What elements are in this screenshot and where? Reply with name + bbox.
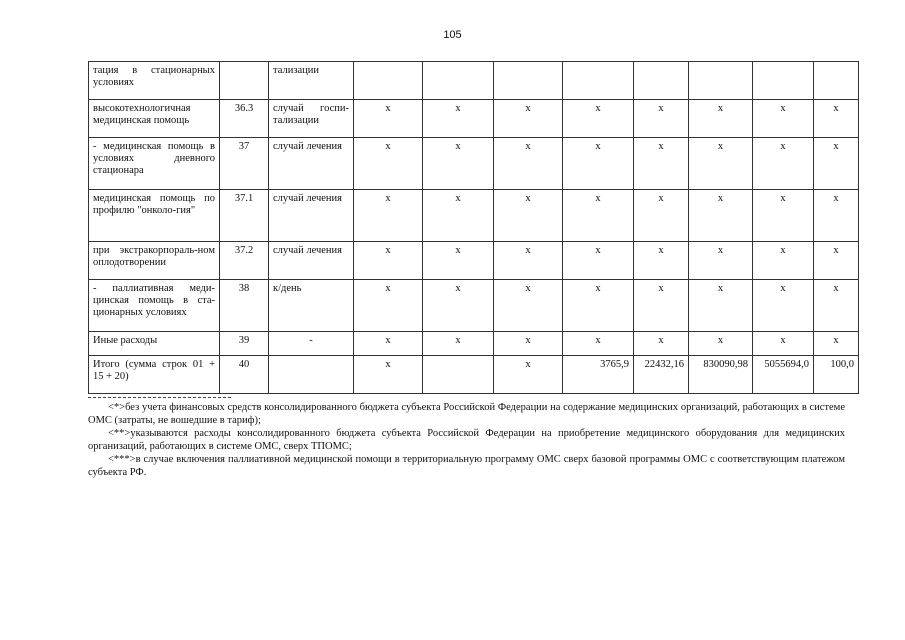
value-cell: х xyxy=(423,332,494,356)
value-cell xyxy=(689,62,753,100)
value-cell: х xyxy=(814,242,859,280)
value-cell xyxy=(354,62,423,100)
value-cell: х xyxy=(634,138,689,190)
value-cell: х xyxy=(634,190,689,242)
value-cell: х xyxy=(563,138,634,190)
value-cell xyxy=(423,62,494,100)
value-cell: х xyxy=(354,280,423,332)
table-row xyxy=(89,242,859,280)
footnotes xyxy=(88,397,845,479)
value-cell: х xyxy=(354,242,423,280)
expenses-table xyxy=(88,61,859,394)
value-cell: х xyxy=(689,100,753,138)
value-cell: х xyxy=(494,100,563,138)
value-cell xyxy=(753,62,814,100)
row-number-cell: 37.1 xyxy=(220,190,269,242)
unit-cell: случай лечения xyxy=(269,190,354,242)
unit-cell xyxy=(269,356,354,394)
value-cell: х xyxy=(753,190,814,242)
row-number-cell: 39 xyxy=(220,332,269,356)
footnote-separator xyxy=(88,397,231,398)
row-name-cell: тация в стационарных условиях xyxy=(89,62,220,100)
value-cell: х xyxy=(354,138,423,190)
value-cell: х xyxy=(494,190,563,242)
table-body xyxy=(89,62,859,394)
value-cell: х xyxy=(354,332,423,356)
value-cell xyxy=(494,62,563,100)
value-cell: х xyxy=(814,190,859,242)
value-cell: х xyxy=(563,332,634,356)
value-cell: х xyxy=(753,332,814,356)
value-cell: х xyxy=(634,280,689,332)
value-cell: х xyxy=(689,332,753,356)
table-row xyxy=(89,280,859,332)
table-row xyxy=(89,332,859,356)
row-name-cell: - паллиативная меди-цинская помощь в ста-ционарных условиях xyxy=(89,280,220,332)
value-cell: х xyxy=(354,190,423,242)
row-name-cell: Иные расходы xyxy=(89,332,220,356)
value-cell: х xyxy=(753,280,814,332)
value-cell: х xyxy=(814,332,859,356)
row-number-cell: 36.3 xyxy=(220,100,269,138)
table-row xyxy=(89,138,859,190)
unit-cell: случай лечения xyxy=(269,242,354,280)
row-name-cell: Итого (сумма строк 01 + 15 + 20) xyxy=(89,356,220,394)
value-cell: х xyxy=(494,332,563,356)
unit-cell: к/день xyxy=(269,280,354,332)
table-row xyxy=(89,190,859,242)
row-number-cell: 37 xyxy=(220,138,269,190)
row-number-cell xyxy=(220,62,269,100)
value-cell xyxy=(563,62,634,100)
value-cell: х xyxy=(689,242,753,280)
row-name-cell: - медицинская помощь в условиях дневного стационара xyxy=(89,138,220,190)
value-cell: х xyxy=(634,100,689,138)
value-cell xyxy=(423,356,494,394)
value-cell: х xyxy=(563,280,634,332)
row-name-cell: высокотехнологичная медицинская помощь xyxy=(89,100,220,138)
table-row xyxy=(89,356,859,394)
value-cell: х xyxy=(689,138,753,190)
footnote-1: <*>без учета финансовых средств консолидированного бюджета субъекта Российской Федерации на содержание медицинских организаций, работающих в системе ОМС (затраты, не вошедшие в тариф); xyxy=(88,402,845,426)
table-row xyxy=(89,100,859,138)
unit-cell: случай госпи-тализации xyxy=(269,100,354,138)
footnote-3: <***>в случае включения паллиативной медицинской помощи в территориальную программу ОМС сверх базовой программы ОМС с соответствующим платежом субъекта РФ. xyxy=(88,454,845,478)
table-row xyxy=(89,62,859,100)
value-cell: х xyxy=(634,332,689,356)
value-cell: х xyxy=(423,242,494,280)
unit-cell: тализации xyxy=(269,62,354,100)
value-cell: х xyxy=(689,280,753,332)
value-cell: х xyxy=(423,280,494,332)
footnote-2: <**>указываются расходы консолидированного бюджета субъекта Российской Федерации на приобретение медицинского оборудования для медицинских организаций, работающих в системе ОМС, сверх ТПОМС; xyxy=(88,428,845,452)
value-cell: 22432,16 xyxy=(634,356,689,394)
row-number-cell: 37.2 xyxy=(220,242,269,280)
value-cell: х xyxy=(423,100,494,138)
page-number: 105 xyxy=(443,29,462,41)
value-cell: х xyxy=(753,138,814,190)
unit-cell: случай лечения xyxy=(269,138,354,190)
value-cell: х xyxy=(563,242,634,280)
value-cell: х xyxy=(563,190,634,242)
value-cell: х xyxy=(814,280,859,332)
row-number-cell: 40 xyxy=(220,356,269,394)
value-cell: х xyxy=(354,100,423,138)
value-cell: х xyxy=(494,242,563,280)
value-cell: х xyxy=(494,356,563,394)
value-cell: х xyxy=(814,100,859,138)
value-cell: х xyxy=(423,138,494,190)
value-cell: х xyxy=(563,100,634,138)
value-cell: 100,0 xyxy=(814,356,859,394)
value-cell: х xyxy=(494,138,563,190)
value-cell: х xyxy=(753,242,814,280)
value-cell: 5055694,0 xyxy=(753,356,814,394)
value-cell: х xyxy=(634,242,689,280)
value-cell: х xyxy=(423,190,494,242)
row-name-cell: при экстракорпораль-ном оплодотворении xyxy=(89,242,220,280)
value-cell: х xyxy=(494,280,563,332)
value-cell: х xyxy=(354,356,423,394)
value-cell: х xyxy=(689,190,753,242)
value-cell xyxy=(814,62,859,100)
value-cell: х xyxy=(753,100,814,138)
row-name-cell: медицинская помощь по профилю "онколо-гия" xyxy=(89,190,220,242)
value-cell: х xyxy=(814,138,859,190)
value-cell xyxy=(634,62,689,100)
value-cell: 3765,9 xyxy=(563,356,634,394)
unit-cell: - xyxy=(269,332,354,356)
value-cell: 830090,98 xyxy=(689,356,753,394)
row-number-cell: 38 xyxy=(220,280,269,332)
